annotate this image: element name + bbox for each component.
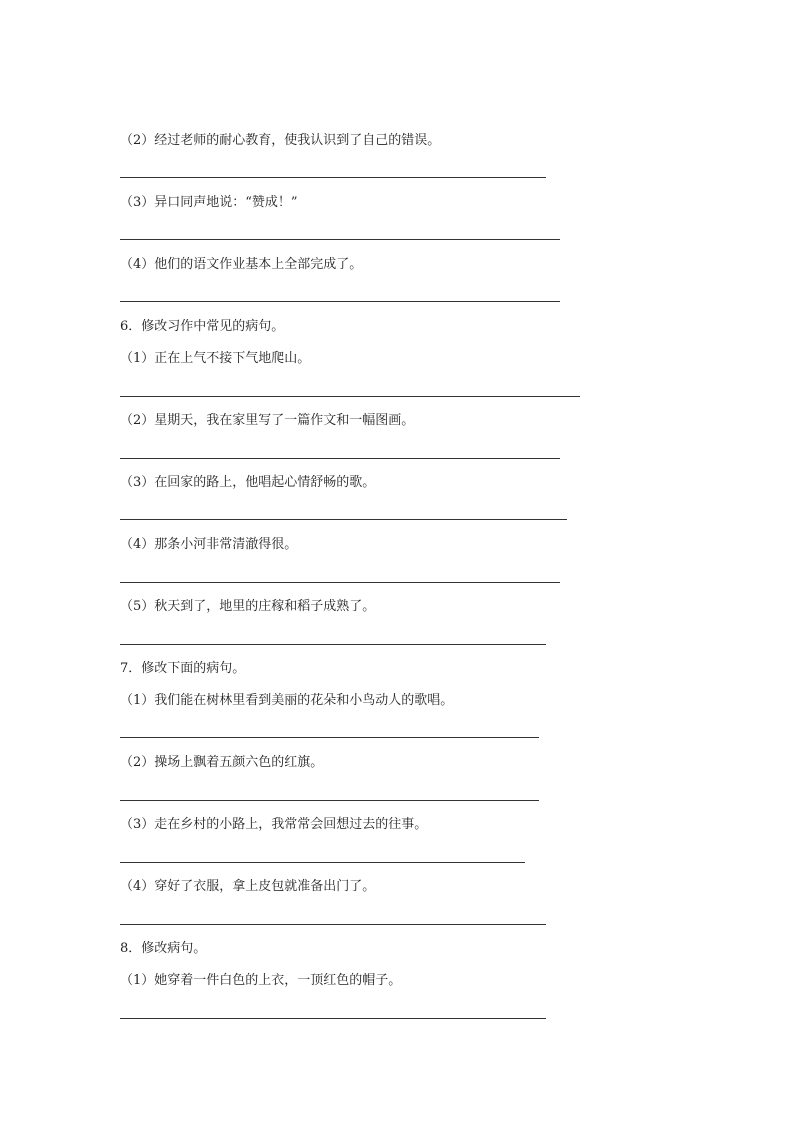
answer-line[interactable] [120,737,539,738]
answer-line[interactable] [120,458,560,459]
answer-line[interactable] [120,582,560,583]
question-item-2: （2）星期天，我在家里写了一篇作文和一幅图画。 [120,413,415,428]
question-item-2: （2）操场上飘着五颜六色的红旗。 [120,755,324,770]
question-item-3: （3）在回家的路上，他唱起心情舒畅的歌。 [120,475,376,490]
answer-line[interactable] [120,644,546,645]
question-item-1: （1）正在上气不接下气地爬山。 [120,351,311,366]
question-item-1: （1）我们能在树林里看到美丽的花朵和小鸟动人的歌唱。 [120,693,454,708]
question-item-1: （1）她穿着一件白色的上衣，一顶红色的帽子。 [120,973,402,988]
question-item-4: （4）他们的语文作业基本上全部完成了。 [120,257,363,272]
question-item-2: （2）经过老师的耐心教育，使我认识到了自己的错误。 [120,133,441,148]
answer-line[interactable] [120,396,580,397]
answer-line[interactable] [120,239,560,240]
answer-line[interactable] [120,1018,546,1019]
answer-line[interactable] [120,177,546,178]
answer-line[interactable] [120,800,539,801]
answer-line[interactable] [120,519,567,520]
question-heading-7: 7．修改下面的病句。 [120,661,246,676]
answer-line[interactable] [120,862,525,863]
question-item-3: （3）走在乡村的小路上，我常常会回想过去的往事。 [120,817,428,832]
answer-line[interactable] [120,301,560,302]
question-heading-6: 6．修改习作中常见的病句。 [120,319,285,334]
question-heading-8: 8．修改病句。 [120,941,207,956]
answer-line[interactable] [120,924,546,925]
question-item-3: （3）异口同声地说：“赞成！” [120,195,298,210]
question-item-4: （4）穿好了衣服，拿上皮包就准备出门了。 [120,879,376,894]
question-item-5: （5）秋天到了，地里的庄稼和稻子成熟了。 [120,599,376,614]
question-item-4: （4）那条小河非常清澈得很。 [120,537,298,552]
